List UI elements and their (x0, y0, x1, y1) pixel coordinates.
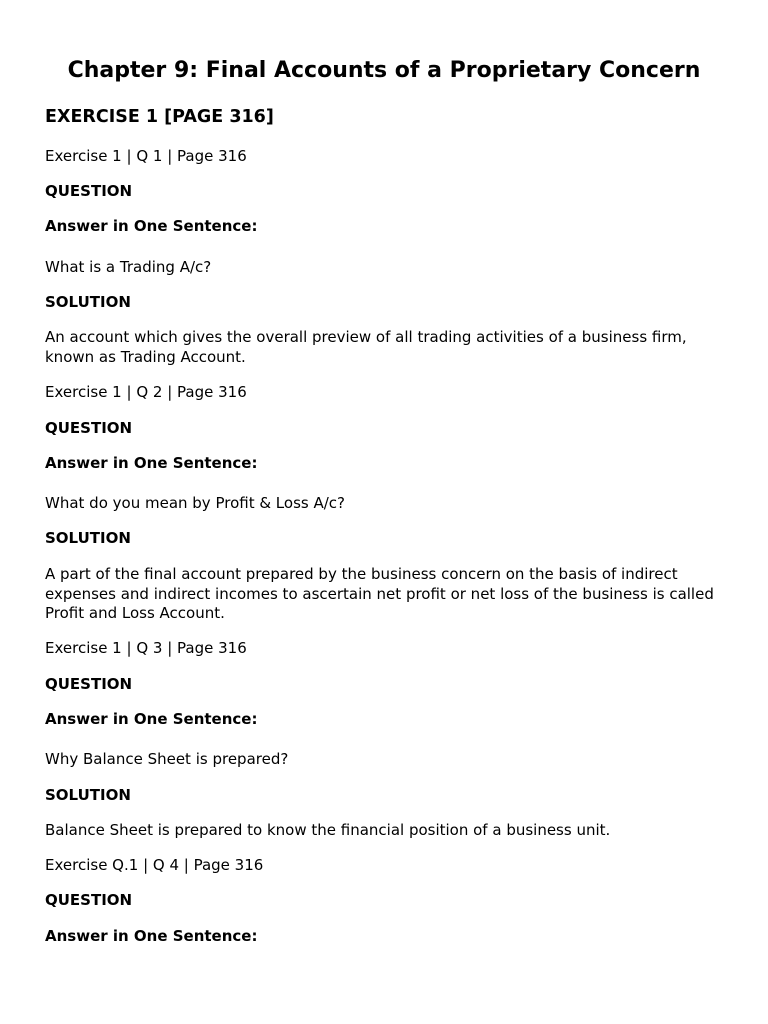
answer-instruction: Answer in One Sentence: (45, 927, 258, 945)
question-label: QUESTION (45, 891, 133, 909)
question-reference: Exercise 1 | Q 1 | Page 316 (45, 147, 247, 165)
question-reference: Exercise Q.1 | Q 4 | Page 316 (45, 856, 264, 874)
question-text: What is a Trading A/c? (45, 258, 212, 276)
solution-text: A part of the final account prepared by the business concern on the basis of indirect expenses and indirect incomes to ascertain net profit or net loss of the business is called Profit and Loss Account. (45, 565, 714, 622)
answer-instruction: Answer in One Sentence: (45, 217, 258, 235)
answer-instruction: Answer in One Sentence: (45, 710, 258, 728)
question-text: What do you mean by Profit & Loss A/c? (45, 494, 345, 512)
exercise-heading: EXERCISE 1 [PAGE 316] (45, 107, 274, 127)
question-reference: Exercise 1 | Q 3 | Page 316 (45, 639, 247, 657)
answer-instruction: Answer in One Sentence: (45, 454, 258, 472)
solution-label: SOLUTION (45, 786, 131, 804)
question-label: QUESTION (45, 419, 133, 437)
solution-text: Balance Sheet is prepared to know the financial position of a business unit. (45, 821, 611, 839)
solution-label: SOLUTION (45, 529, 131, 547)
question-label: QUESTION (45, 182, 133, 200)
solution-text: An account which gives the overall preview of all trading activities of a business firm, known as Trading Account. (45, 328, 687, 366)
question-label: QUESTION (45, 675, 133, 693)
chapter-title: Chapter 9: Final Accounts of a Proprietary Concern (67, 58, 701, 83)
solution-label: SOLUTION (45, 293, 131, 311)
question-reference: Exercise 1 | Q 2 | Page 316 (45, 383, 247, 401)
question-text: Why Balance Sheet is prepared? (45, 750, 289, 768)
